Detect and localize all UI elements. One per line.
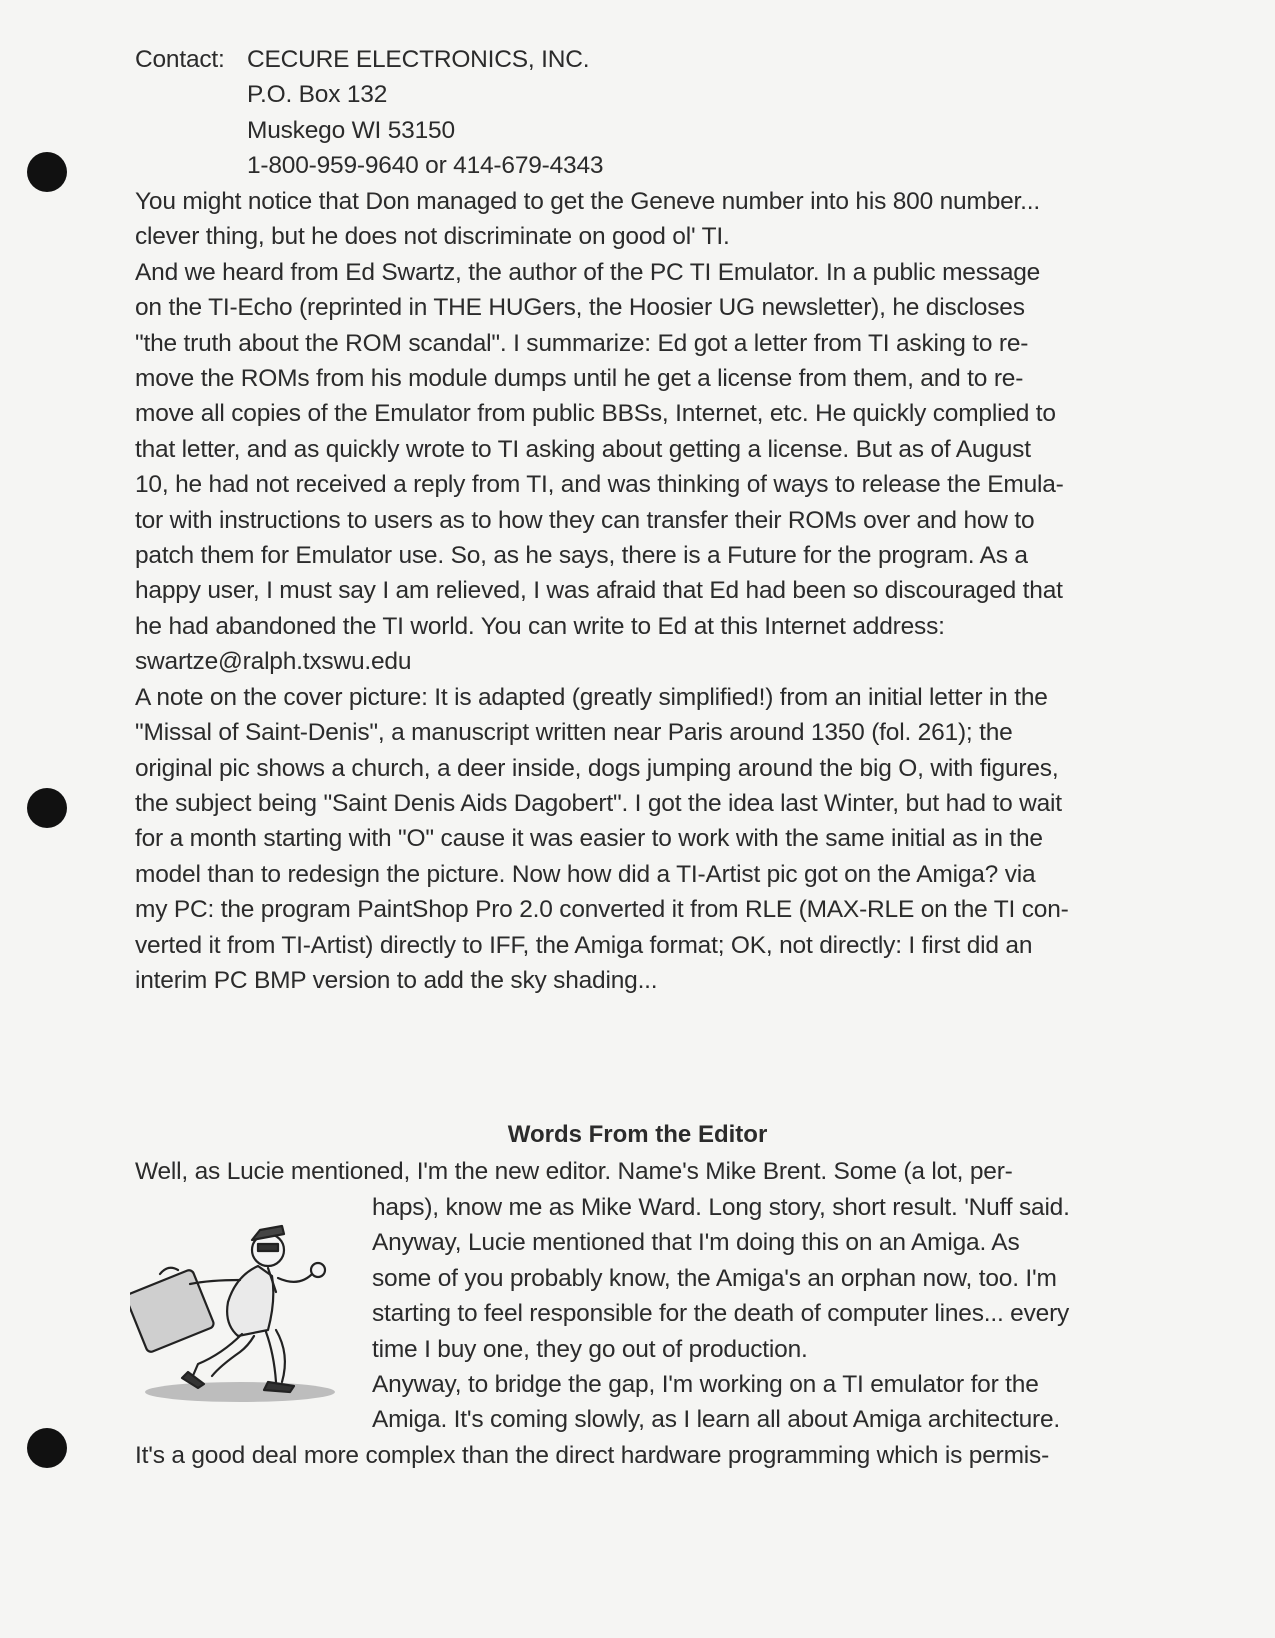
contact-company: CECURE ELECTRONICS, INC. [247,46,590,73]
body-text [135,184,1125,998]
body-line: 10, he had not received a reply from TI, and was thinking of ways to release the Emula- [135,471,1064,499]
body-line: he had abandoned the TI world. You can write to Ed at this Internet address: [135,612,945,640]
body-line: patch them for Emulator use. So, as he says, there is a Future for the program. As a [135,542,1028,570]
body-line: happy user, I must say I am relieved, I was afraid that Ed had been so discouraged that [135,577,1063,605]
running-businessman-clipart [130,1222,345,1407]
editor-line: Amiga. It's coming slowly, as I learn all about Amiga architecture. [372,1406,1061,1434]
body-line: tor with instructions to users as to how they can transfer their ROMs over and how to [135,506,1035,534]
contact-address-1: P.O. Box 132 [247,81,388,109]
body-line: that letter, and as quickly wrote to TI asking about getting a license. But as of August [135,435,1031,463]
body-line: the subject being "Saint Denis Aids Dagobert". I got the idea last Winter, but had to wait [135,789,1062,817]
editor-line: time I buy one, they go out of production. [372,1335,808,1363]
body-line: move the ROMs from his module dumps until he get a license from them, and to re- [135,365,1024,393]
body-line: my PC: the program PaintShop Pro 2.0 converted it from RLE (MAX-RLE on the TI con- [135,896,1069,924]
body-line: on the TI-Echo (reprinted in THE HUGers, the Hoosier UG newsletter), he discloses [135,294,1025,322]
editor-intro-line: Well, as Lucie mentioned, I'm the new editor. Name's Mike Brent. Some (a lot, per- [135,1158,1013,1185]
body-line: interim PC BMP version to add the sky shading... [135,966,658,994]
body-line: model than to redesign the picture. Now how did a TI-Artist pic got on the Amiga? via [135,860,1036,888]
section-heading: Words From the Editor [507,1121,768,1148]
editor-line: Anyway, to bridge the gap, I'm working on a TI emulator for the [372,1371,1039,1399]
contact-label: Contact: [135,46,225,73]
body-line: verted it from TI-Artist) directly to IFF, the Amiga format; OK, not directly: I first did an [135,931,1033,959]
email-address: swartze@ralph.txswu.edu [135,648,412,676]
editor-last-line: It's a good deal more complex than the direct hardware programming which is permis- [135,1442,1050,1469]
body-line: "the truth about the ROM scandal". I summarize: Ed got a letter from TI asking to re- [135,329,1029,357]
body-line: "Missal of Saint-Denis", a manuscript written near Paris around 1350 (fol. 261); the [135,719,1013,747]
contact-block [135,42,1125,184]
body-line: A note on the cover picture: It is adapted (greatly simplified!) from an initial letter in the [135,683,1048,711]
punch-hole [27,788,67,828]
body-line: clever thing, but he does not discriminate on good ol' TI. [135,223,730,251]
body-line: And we heard from Ed Swartz, the author of the PC TI Emulator. In a public message [135,258,1041,286]
body-line: You might notice that Don managed to get the Geneve number into his 800 number... [135,188,1040,215]
punch-hole [27,1428,67,1468]
editor-line: haps), know me as Mike Ward. Long story, short result. 'Nuff said. [372,1194,1070,1221]
editor-line: Anyway, Lucie mentioned that I'm doing this on an Amiga. As [372,1229,1020,1257]
body-line: for a month starting with "O" cause it was easier to work with the same initial as in the [135,825,1043,853]
contact-address-2: Muskego WI 53150 [247,116,455,144]
editor-line: starting to feel responsible for the death of computer lines... every [372,1300,1070,1328]
body-line: original pic shows a church, a deer inside, dogs jumping around the big O, with figures, [135,754,1059,782]
body-line: move all copies of the Emulator from public BBSs, Internet, etc. He quickly complied to [135,400,1056,428]
editor-wrapped-text [372,1190,1132,1438]
editor-line: some of you probably know, the Amiga's an orphan now, too. I'm [372,1264,1057,1292]
contact-phone: 1-800-959-9640 or 414-679-4343 [247,152,604,180]
punch-hole [27,152,67,192]
